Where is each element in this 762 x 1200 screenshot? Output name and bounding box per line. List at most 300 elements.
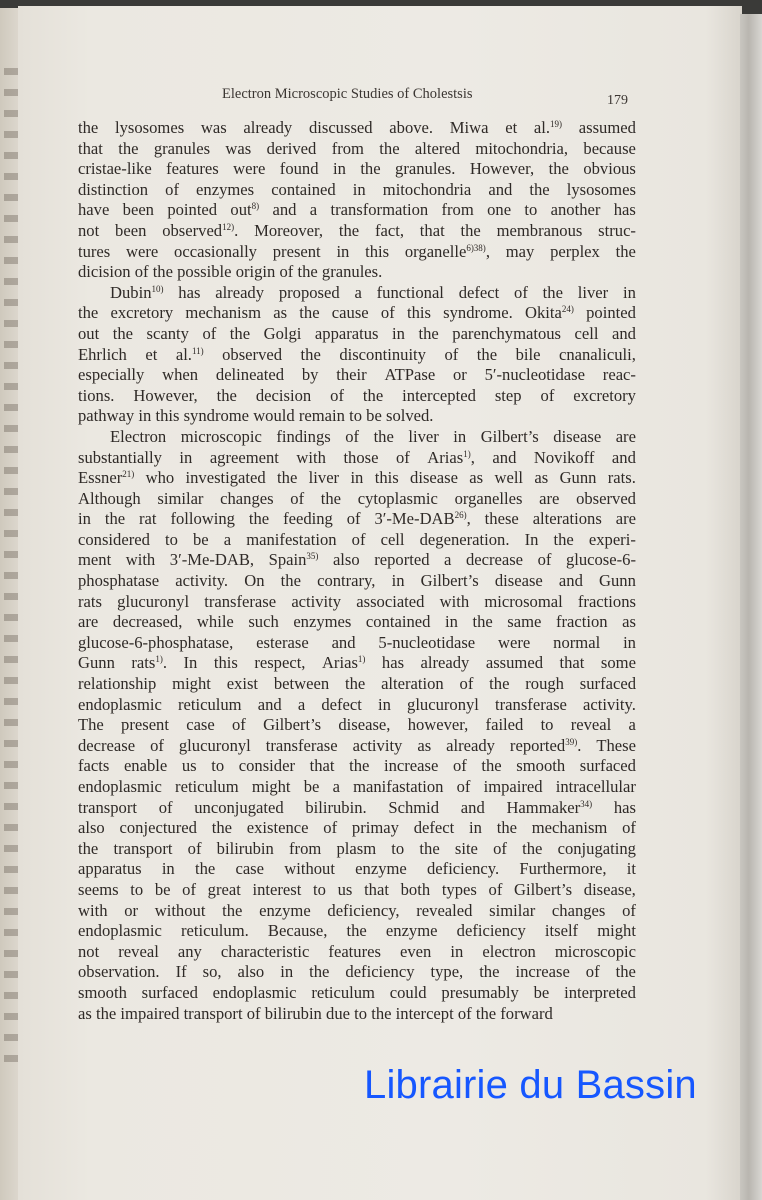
word bbox=[78, 406, 138, 427]
citation-superscript: 11) bbox=[191, 345, 204, 356]
word-text: of bbox=[380, 303, 395, 323]
word bbox=[421, 571, 479, 592]
word bbox=[616, 427, 636, 448]
word-text: microsomal bbox=[484, 591, 563, 611]
word-text: Electron bbox=[110, 426, 167, 446]
word bbox=[623, 283, 636, 304]
word-text: both bbox=[400, 879, 431, 899]
word bbox=[452, 324, 561, 345]
word-text: deficiency bbox=[456, 921, 526, 941]
word bbox=[353, 736, 403, 757]
word bbox=[489, 880, 503, 901]
word bbox=[555, 942, 636, 963]
word bbox=[477, 345, 497, 366]
word-text: as bbox=[622, 612, 636, 632]
text-line bbox=[78, 736, 636, 757]
word-text: as bbox=[534, 468, 549, 488]
word bbox=[405, 242, 490, 263]
text-line bbox=[78, 921, 636, 942]
word-text: 3′-Me-DAB, bbox=[169, 550, 255, 570]
word bbox=[155, 406, 183, 427]
word-text: these bbox=[484, 509, 519, 529]
word-text: reveal bbox=[118, 941, 159, 961]
word bbox=[567, 180, 636, 201]
word-text: of bbox=[488, 879, 503, 899]
word bbox=[345, 962, 414, 983]
word-text: has bbox=[178, 282, 201, 302]
text-line bbox=[78, 427, 636, 448]
word bbox=[583, 159, 636, 180]
word bbox=[271, 180, 336, 201]
word-text: a bbox=[223, 529, 232, 549]
word bbox=[78, 901, 108, 922]
word-text: was bbox=[200, 118, 227, 137]
word bbox=[338, 715, 390, 736]
word-text: the bbox=[194, 859, 216, 879]
word bbox=[216, 365, 284, 386]
word bbox=[78, 839, 98, 860]
word bbox=[330, 386, 344, 407]
word bbox=[204, 592, 276, 613]
word-text: cristae-like bbox=[78, 159, 152, 179]
word bbox=[453, 427, 466, 448]
word-text: origin bbox=[235, 262, 276, 282]
word bbox=[392, 324, 405, 345]
text-line bbox=[78, 159, 636, 180]
text-line bbox=[78, 221, 636, 242]
word bbox=[622, 612, 636, 633]
word-text: also bbox=[332, 550, 360, 570]
word-text: granules bbox=[153, 138, 211, 158]
word bbox=[524, 200, 537, 221]
word bbox=[78, 653, 115, 674]
word bbox=[170, 550, 254, 571]
word bbox=[365, 242, 389, 263]
text-line bbox=[78, 365, 636, 386]
word bbox=[214, 653, 238, 674]
word bbox=[313, 880, 326, 901]
word bbox=[328, 942, 381, 963]
text-line bbox=[78, 695, 636, 716]
word-text: et bbox=[145, 344, 158, 364]
word bbox=[118, 942, 159, 963]
word bbox=[525, 674, 564, 695]
word-text: Gilbert’s bbox=[263, 715, 322, 735]
word bbox=[485, 509, 519, 530]
word bbox=[495, 571, 543, 592]
word-text: associated bbox=[356, 591, 425, 611]
word bbox=[507, 612, 541, 633]
text-line bbox=[78, 571, 636, 592]
word bbox=[575, 324, 599, 345]
text-line bbox=[78, 653, 636, 674]
word-text: deficiency. bbox=[427, 859, 500, 879]
word bbox=[571, 715, 612, 736]
word bbox=[396, 1004, 458, 1025]
word bbox=[213, 983, 297, 1004]
word bbox=[244, 571, 264, 592]
text-line bbox=[78, 200, 636, 221]
word-text: enzymes bbox=[293, 612, 352, 632]
word-text: disease bbox=[553, 426, 602, 446]
word bbox=[78, 345, 127, 366]
word bbox=[550, 242, 600, 263]
word-text: enzyme bbox=[385, 921, 438, 941]
word bbox=[166, 159, 219, 180]
paragraph bbox=[78, 118, 636, 283]
word bbox=[277, 468, 297, 489]
word-text: the bbox=[95, 1003, 117, 1023]
word bbox=[553, 633, 600, 654]
word bbox=[78, 180, 148, 201]
word bbox=[457, 777, 471, 798]
word bbox=[249, 509, 269, 530]
word bbox=[176, 345, 204, 366]
word-text: the bbox=[222, 900, 243, 920]
word bbox=[486, 653, 543, 674]
word bbox=[352, 818, 399, 839]
word bbox=[283, 509, 333, 530]
word-text: above. bbox=[389, 118, 434, 137]
word-text: , bbox=[485, 241, 490, 261]
word bbox=[553, 427, 601, 448]
word bbox=[529, 180, 549, 201]
word bbox=[78, 303, 98, 324]
word bbox=[236, 262, 280, 283]
citation-superscript: 26) bbox=[454, 510, 467, 521]
word-text: Essner bbox=[78, 468, 123, 488]
word bbox=[416, 901, 472, 922]
word bbox=[441, 983, 518, 1004]
word-text: the bbox=[338, 220, 360, 240]
word-text: without bbox=[284, 859, 335, 879]
word bbox=[147, 324, 189, 345]
word bbox=[384, 365, 435, 386]
word-text: the bbox=[229, 323, 251, 343]
word bbox=[178, 283, 200, 304]
word-text: some bbox=[600, 653, 636, 673]
word bbox=[233, 159, 265, 180]
word bbox=[186, 715, 215, 736]
word-text: to bbox=[540, 715, 554, 735]
word-text: are bbox=[539, 488, 560, 508]
word bbox=[222, 345, 282, 366]
word-text: great bbox=[207, 879, 241, 899]
word bbox=[272, 200, 296, 221]
word bbox=[407, 303, 431, 324]
text-line bbox=[78, 715, 636, 736]
word-text: while bbox=[196, 612, 234, 632]
word bbox=[315, 324, 379, 345]
word bbox=[497, 221, 583, 242]
text-line bbox=[78, 283, 636, 304]
word-text: reported bbox=[374, 550, 430, 570]
word bbox=[603, 365, 636, 386]
word-text: experi- bbox=[588, 529, 636, 549]
text-line bbox=[78, 386, 636, 407]
word-text: phosphatase bbox=[78, 571, 160, 591]
word-text: mechanism bbox=[531, 818, 608, 838]
text-line bbox=[78, 406, 636, 427]
word-text: degeneration. bbox=[419, 529, 510, 549]
word bbox=[346, 921, 366, 942]
word-text: struc- bbox=[598, 220, 636, 240]
word-text: however, bbox=[407, 715, 469, 735]
word-text: with bbox=[125, 550, 156, 570]
word bbox=[78, 509, 91, 530]
word-text: are bbox=[615, 426, 636, 446]
word bbox=[269, 550, 319, 571]
word bbox=[457, 921, 526, 942]
word-text: impaired bbox=[120, 1003, 180, 1023]
word-text: surfaced bbox=[579, 756, 636, 776]
word-text: of bbox=[537, 550, 552, 570]
citation-superscript: 10) bbox=[151, 283, 164, 294]
word bbox=[268, 921, 327, 942]
word-text: been bbox=[115, 220, 147, 240]
word-text: from bbox=[289, 838, 322, 858]
word-text: ATPase bbox=[384, 365, 436, 385]
word bbox=[573, 386, 636, 407]
word-text: mitochondria bbox=[382, 179, 472, 199]
text-line bbox=[78, 180, 636, 201]
word-text: following bbox=[170, 509, 235, 529]
word-text: Although bbox=[78, 488, 141, 508]
word-text: already bbox=[446, 735, 495, 755]
text-line bbox=[78, 839, 636, 860]
word-text: the bbox=[360, 159, 381, 179]
word-text: might bbox=[172, 674, 211, 694]
word bbox=[460, 674, 474, 695]
word-text: a bbox=[332, 777, 340, 796]
word-text: forward bbox=[500, 1003, 553, 1023]
word bbox=[402, 386, 476, 407]
word bbox=[580, 674, 636, 695]
word bbox=[265, 1004, 326, 1025]
word-text: manifastation bbox=[353, 777, 444, 796]
word-text: If bbox=[175, 962, 187, 982]
word bbox=[78, 571, 159, 592]
word-text: in bbox=[444, 612, 458, 632]
word bbox=[470, 159, 534, 180]
word bbox=[533, 509, 602, 530]
word bbox=[176, 962, 187, 983]
word-text: us bbox=[181, 756, 197, 776]
word bbox=[252, 777, 291, 798]
word-text: and bbox=[492, 447, 517, 467]
word bbox=[78, 715, 104, 736]
word-text: the bbox=[112, 323, 134, 343]
word-text: conjugating bbox=[557, 838, 636, 858]
word bbox=[96, 1004, 120, 1025]
word bbox=[179, 448, 192, 469]
word bbox=[338, 880, 353, 901]
word-text: the bbox=[299, 303, 320, 323]
word bbox=[522, 839, 542, 860]
word-text: decrease bbox=[78, 735, 136, 755]
word-text: one bbox=[487, 200, 512, 220]
word bbox=[78, 386, 114, 407]
word-text: this bbox=[155, 406, 180, 426]
word-text: due bbox=[326, 1003, 350, 1023]
word-text: without bbox=[154, 900, 206, 920]
word bbox=[193, 530, 209, 551]
word-text: granules. bbox=[321, 262, 383, 282]
word bbox=[487, 200, 511, 221]
word bbox=[196, 180, 254, 201]
word bbox=[305, 798, 366, 819]
word bbox=[309, 468, 339, 489]
word-text: intercepted bbox=[402, 385, 476, 405]
word-text: syndrome bbox=[183, 406, 250, 426]
word-text: Spain bbox=[268, 550, 307, 570]
word bbox=[162, 221, 238, 242]
text-line bbox=[78, 468, 636, 489]
word-text: increase bbox=[383, 756, 439, 776]
word-text: Schmid bbox=[388, 797, 440, 817]
word bbox=[235, 859, 264, 880]
word bbox=[381, 303, 395, 324]
word bbox=[345, 674, 365, 695]
word-text: of bbox=[493, 838, 507, 858]
word-text: Hammaker bbox=[506, 797, 581, 817]
word-text: type, bbox=[430, 962, 464, 982]
word bbox=[556, 612, 608, 633]
word-text: findings bbox=[276, 426, 331, 446]
citation-superscript: 12) bbox=[222, 221, 235, 232]
word-text: the bbox=[346, 921, 367, 941]
word bbox=[354, 1004, 371, 1025]
word-text: has bbox=[613, 797, 636, 817]
word-text: be bbox=[366, 406, 382, 426]
word bbox=[78, 489, 141, 510]
word-text: Arias bbox=[321, 653, 358, 673]
word-text: alterations bbox=[532, 509, 602, 529]
word bbox=[178, 695, 242, 716]
word-text: Miwa bbox=[449, 118, 489, 137]
word bbox=[247, 818, 309, 839]
word bbox=[179, 736, 251, 757]
word bbox=[274, 674, 329, 695]
word-text: enzyme bbox=[355, 859, 407, 879]
word-text: derived bbox=[266, 138, 317, 158]
word bbox=[553, 530, 573, 551]
paragraph bbox=[78, 427, 636, 1024]
word bbox=[336, 365, 366, 386]
word bbox=[485, 365, 585, 386]
word-text: assumed bbox=[578, 118, 636, 137]
word bbox=[105, 509, 125, 530]
word-text: ment bbox=[78, 550, 112, 570]
text-line bbox=[78, 448, 636, 469]
word bbox=[352, 530, 366, 551]
word-text: of bbox=[456, 777, 471, 796]
word bbox=[78, 818, 105, 839]
word bbox=[450, 942, 463, 963]
word bbox=[211, 756, 224, 777]
text-line bbox=[78, 262, 636, 283]
word bbox=[220, 489, 273, 510]
word bbox=[266, 736, 338, 757]
word bbox=[247, 1004, 265, 1025]
word bbox=[628, 715, 635, 736]
word-text: reported bbox=[509, 735, 566, 755]
word-text: and bbox=[272, 200, 297, 220]
word-text: to bbox=[524, 200, 538, 220]
word-text: decreased, bbox=[112, 612, 183, 632]
word-text: enzymes bbox=[196, 179, 255, 199]
word bbox=[384, 756, 438, 777]
word-text: that bbox=[364, 879, 389, 899]
word bbox=[552, 901, 605, 922]
word-text: in bbox=[469, 818, 482, 838]
word-text: Gunn bbox=[599, 571, 636, 591]
word bbox=[623, 633, 636, 654]
word bbox=[476, 1004, 500, 1025]
word bbox=[297, 262, 321, 283]
word-text: of bbox=[452, 756, 467, 776]
word-text: and bbox=[331, 632, 356, 652]
word-text: Gunn bbox=[78, 653, 115, 673]
word-text: Furthermore, bbox=[519, 859, 607, 879]
word-text: have bbox=[78, 200, 110, 220]
word bbox=[560, 653, 585, 674]
word-text: transport bbox=[113, 838, 173, 858]
word bbox=[355, 859, 407, 880]
word bbox=[78, 612, 98, 633]
word-text: In bbox=[183, 653, 198, 673]
word-text: might bbox=[251, 777, 291, 796]
word-text: the bbox=[277, 468, 298, 488]
word bbox=[321, 489, 341, 510]
word bbox=[381, 674, 444, 695]
word bbox=[135, 262, 153, 283]
word bbox=[123, 200, 154, 221]
word-text: of bbox=[457, 1003, 472, 1023]
word bbox=[291, 592, 341, 613]
word bbox=[578, 283, 608, 304]
word-text: present bbox=[121, 715, 169, 735]
text-line bbox=[78, 777, 636, 798]
word bbox=[181, 921, 249, 942]
word bbox=[254, 653, 305, 674]
word bbox=[78, 550, 111, 571]
word-text: the bbox=[78, 838, 99, 858]
word-text: the bbox=[615, 241, 636, 261]
word-text: were bbox=[126, 241, 159, 261]
word bbox=[174, 242, 257, 263]
word-text: are bbox=[615, 509, 636, 529]
word-text: Ehrlich bbox=[78, 344, 127, 364]
word bbox=[280, 962, 293, 983]
word-text: delineated bbox=[215, 365, 285, 385]
word-text: the bbox=[78, 118, 99, 137]
word-text: types bbox=[441, 879, 477, 899]
word-text: al. bbox=[533, 118, 551, 137]
word bbox=[78, 983, 127, 1004]
word bbox=[155, 901, 206, 922]
word-text: discontinuity bbox=[339, 344, 426, 364]
word bbox=[566, 550, 636, 571]
word bbox=[195, 859, 215, 880]
word bbox=[584, 880, 636, 901]
word bbox=[215, 283, 264, 304]
word-text: interpreted bbox=[564, 982, 636, 1002]
word bbox=[254, 221, 323, 242]
word bbox=[178, 942, 202, 963]
word bbox=[519, 859, 606, 880]
text-line bbox=[78, 633, 636, 654]
